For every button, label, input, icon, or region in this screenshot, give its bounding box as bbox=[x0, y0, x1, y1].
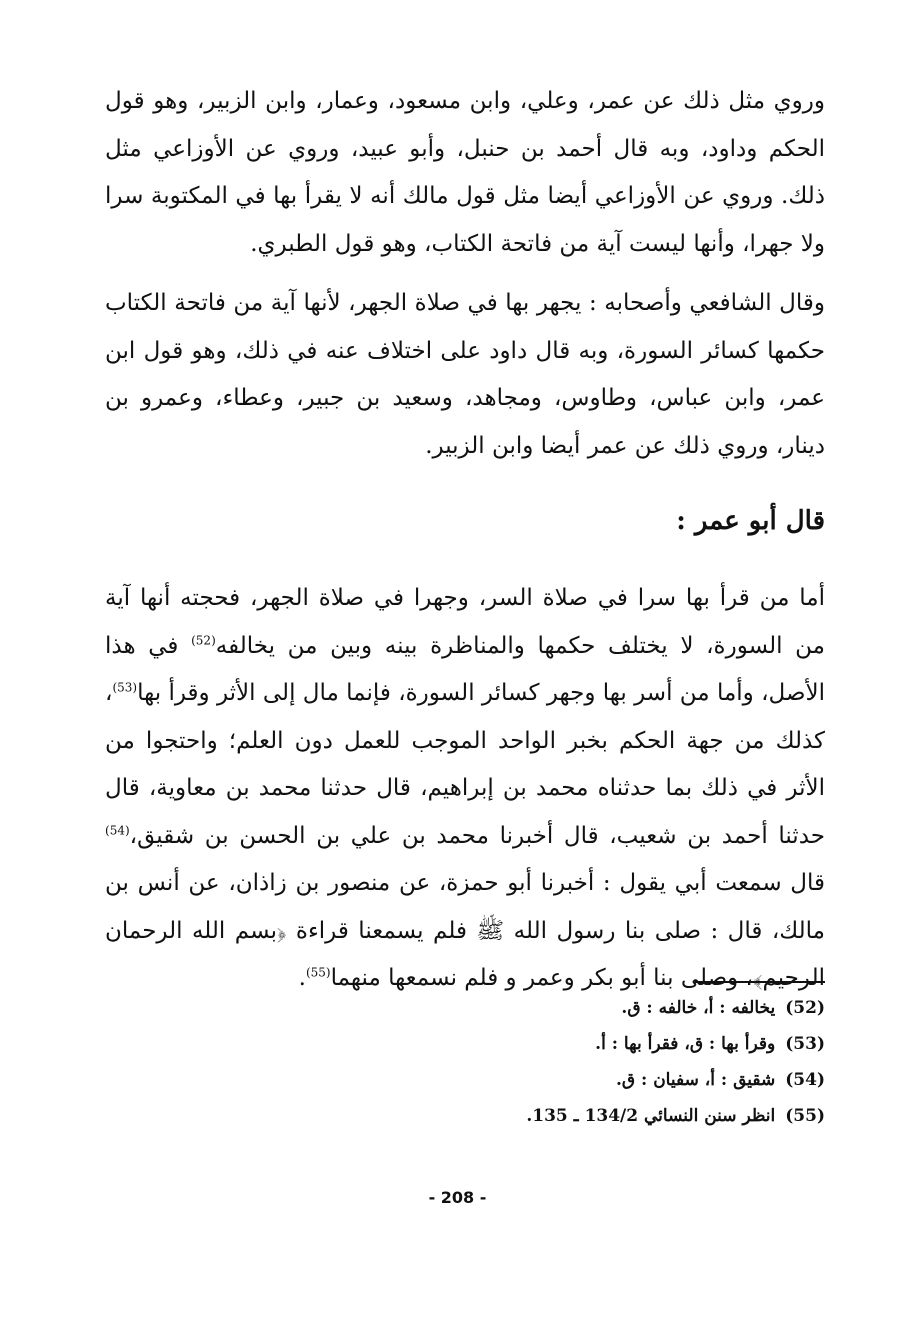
footnote-number: (53) bbox=[785, 1034, 825, 1054]
paragraph-2 bbox=[105, 280, 825, 470]
page-number: - 208 - bbox=[428, 1188, 487, 1207]
footnote-number: (52) bbox=[785, 998, 825, 1018]
footnote-number: (55) bbox=[785, 1106, 825, 1126]
footnote-55 bbox=[105, 1098, 825, 1134]
footnote-54 bbox=[105, 1062, 825, 1098]
footnote-ref-53[interactable]: (53) bbox=[112, 680, 138, 695]
footnote-52 bbox=[105, 990, 825, 1026]
paragraph-1-text: وروي مثل ذلك عن عمر، وعلي، وابن مسعود، وعمار، وابن الزبير، وهو قول الحكم وداود، وبه قال أحمد بن حنبل، وأبو عبيد، وروي عن الأوزاعي مثل ذلك. وروي عن الأوزاعي أيضا مثل قول مالك أنه لا يقرأ بها في المكتوبة سرا ولا جهرا، وأنها ليست آية من فاتحة الكتاب، وهو قول الطبري. bbox=[105, 88, 825, 257]
paragraph-3-text bbox=[105, 575, 825, 1003]
paragraph-3-part-b: في هذا الأصل، وأما من أسر بها وجهر كسائر السورة، فإنما مال إلى الأثر وقرأ بها bbox=[105, 632, 825, 706]
footnote-ref-52[interactable]: (52) bbox=[191, 632, 216, 647]
footnote-ref-54[interactable]: (54) bbox=[105, 822, 130, 837]
footnote-divider bbox=[695, 981, 825, 983]
paragraph-3-part-d: قال سمعت أبي يقول : أخبرنا أبو حمزة، عن منصور بن زاذان، عن أنس بن مالك، قال : صلى بنا رسول الله ﷺ فلم يسمعنا قراءة ﴿بسم الله الرحمان الرحيم﴾، وصلى بنا أبو بكر وعمر و فلم نسمعها منهما bbox=[105, 870, 825, 991]
footnote-53 bbox=[105, 1026, 825, 1062]
footnote-ref-55[interactable]: (55) bbox=[305, 965, 331, 980]
footnote-text: يخالفه : أ، خالفه : ق. bbox=[621, 998, 776, 1018]
footnote-text: وقرأ بها : ق، فقرأ بها : أ. bbox=[595, 1034, 776, 1054]
paragraph-1 bbox=[105, 78, 825, 268]
paragraph-3-part-e: . bbox=[298, 965, 306, 991]
footnote-text: انظر سنن النسائي 134/2 ـ 135. bbox=[526, 1106, 776, 1126]
footnotes bbox=[105, 990, 825, 1134]
paragraph-3-part-a: أما من قرأ بها سرا في صلاة السر، وجهرا في صلاة الجهر، فحجته أنها آية من السورة، لا يختلف حكمها والمناظرة بينه وبين من يخالفه bbox=[105, 585, 825, 659]
paragraph-2-text: وقال الشافعي وأصحابه : يجهر بها في صلاة الجهر، لأنها آية من فاتحة الكتاب حكمها كسائر السورة، وبه قال داود على اختلاف عنه في ذلك، وهو قول ابن عمر، وابن عباس، وطاوس، ومجاهد، وسعيد بن جبير، وعطاء، وعمرو بن دينار، وروي ذلك عن عمر أيضا وابن الزبير. bbox=[105, 290, 825, 459]
footnote-text: شقيق : أ، سفيان : ق. bbox=[615, 1070, 776, 1090]
paragraph-3 bbox=[105, 575, 825, 1003]
section-heading: قال أبو عمر : bbox=[676, 506, 825, 536]
paragraph-3-part-c: ، كذلك من جهة الحكم بخبر الواحد الموجب للعمل دون العلم؛ واحتجوا من الأثر في ذلك بما حدثناه محمد بن إبراهيم، قال حدثنا محمد بن معاوية، قال حدثنا أحمد بن شعيب، قال أخبرنا محمد بن علي بن الحسن بن شقيق، bbox=[105, 680, 825, 849]
footnote-number: (54) bbox=[785, 1070, 825, 1090]
